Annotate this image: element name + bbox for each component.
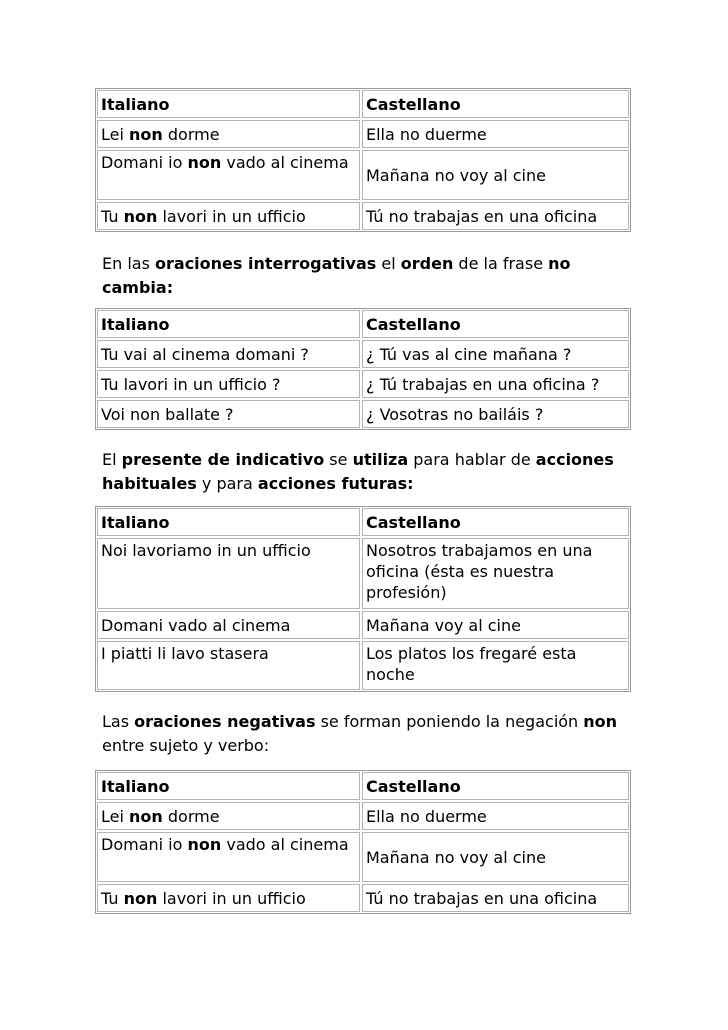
bold-text: acciones futuras: [257, 474, 414, 493]
cell-italiano [97, 802, 360, 830]
text: Las [102, 712, 135, 731]
bold-text: acciones habituales [102, 450, 614, 493]
cell-italiano: Noi lavoriamo in un ufficio [97, 538, 360, 609]
bold-text: non [129, 806, 163, 826]
cell-castellano: ¿ Tú vas al cine mañana ? [362, 340, 629, 368]
cell-italiano [97, 832, 360, 882]
paragraph-negativas [102, 710, 632, 758]
cell-italiano [97, 202, 360, 230]
cell-castellano: Ella no duerme [362, 120, 629, 148]
bold-text: no cambia: [102, 254, 571, 297]
text: vado al cinema [221, 153, 349, 172]
text: Domani io [101, 835, 188, 854]
header-castellano: Castellano [362, 772, 629, 800]
text: lavori in un ufficio [157, 206, 306, 226]
table-row [97, 538, 629, 609]
table-row [97, 370, 629, 398]
table-row [97, 202, 629, 230]
bold-text: non [123, 206, 158, 226]
bold-text: non [129, 124, 163, 144]
table-row [97, 150, 629, 200]
text: dorme [162, 806, 220, 826]
cell-castellano: Mañana no voy al cine [362, 832, 629, 882]
header-italiano: Italiano [97, 310, 360, 338]
cell-italiano [97, 150, 360, 200]
cell-italiano [97, 884, 360, 912]
text: de la frase [453, 254, 549, 273]
cell-italiano: I piatti li lavo stasera [97, 641, 360, 690]
text: se [324, 450, 353, 469]
text: En las [102, 254, 156, 273]
cell-castellano: Tú no trabajas en una oficina [362, 884, 629, 912]
bold-text: oraciones negativas [134, 712, 316, 731]
cell-italiano [97, 120, 360, 148]
table-negation-1 [95, 88, 631, 232]
table-header-row [97, 310, 629, 338]
text: el [376, 254, 401, 273]
cell-castellano: Nosotros trabajamos en una oficina (ésta es nuestra profesión) [362, 538, 629, 609]
bold-text: non [583, 712, 618, 731]
header-italiano: Italiano [97, 772, 360, 800]
cell-italiano: Tu vai al cinema domani ? [97, 340, 360, 368]
text: para hablar de [408, 450, 536, 469]
bold-text: non [123, 888, 158, 908]
table-row [97, 641, 629, 690]
text: Lei [101, 806, 130, 826]
bold-text: orden [400, 254, 454, 273]
paragraph-interrogativas [102, 252, 632, 300]
table-header-row [97, 90, 629, 118]
paragraph-presente-indicativo [102, 448, 632, 496]
text: El [102, 450, 122, 469]
text: lavori in un ufficio [157, 888, 306, 908]
bold-text: utiliza [352, 450, 409, 469]
bold-text: presente de indicativo [121, 450, 325, 469]
cell-castellano: Mañana no voy al cine [362, 150, 629, 200]
cell-castellano: ¿ Vosotras no bailáis ? [362, 400, 629, 428]
table-row [97, 340, 629, 368]
text: Tu [101, 888, 124, 908]
table-interrogativas [95, 308, 631, 430]
text: se forman poniendo la negación [315, 712, 584, 731]
bold-text: non [187, 835, 222, 854]
table-row [97, 832, 629, 882]
header-castellano: Castellano [362, 310, 629, 338]
table-row [97, 884, 629, 912]
header-italiano: Italiano [97, 508, 360, 536]
header-castellano: Castellano [362, 508, 629, 536]
cell-italiano: Tu lavori in un ufficio ? [97, 370, 360, 398]
text: Tu [101, 206, 124, 226]
table-presente [95, 506, 631, 692]
bold-text: non [187, 153, 222, 172]
cell-castellano: Mañana voy al cine [362, 611, 629, 639]
cell-italiano: Domani vado al cinema [97, 611, 360, 639]
text: Lei [101, 124, 130, 144]
bold-text: oraciones interrogativas [155, 254, 377, 273]
table-row [97, 120, 629, 148]
cell-castellano: Ella no duerme [362, 802, 629, 830]
table-header-row [97, 508, 629, 536]
cell-castellano: Tú no trabajas en una oficina [362, 202, 629, 230]
table-row [97, 802, 629, 830]
header-italiano: Italiano [97, 90, 360, 118]
table-row [97, 611, 629, 639]
table-negation-2 [95, 770, 631, 914]
cell-castellano: Los platos los fregaré esta noche [362, 641, 629, 690]
text: Domani io [101, 153, 188, 172]
header-castellano: Castellano [362, 90, 629, 118]
cell-italiano: Voi non ballate ? [97, 400, 360, 428]
text: dorme [162, 124, 220, 144]
text: vado al cinema [221, 835, 349, 854]
cell-castellano: ¿ Tú trabajas en una oficina ? [362, 370, 629, 398]
table-header-row [97, 772, 629, 800]
text: entre sujeto y verbo: [102, 736, 270, 755]
table-row [97, 400, 629, 428]
text: y para [196, 474, 258, 493]
